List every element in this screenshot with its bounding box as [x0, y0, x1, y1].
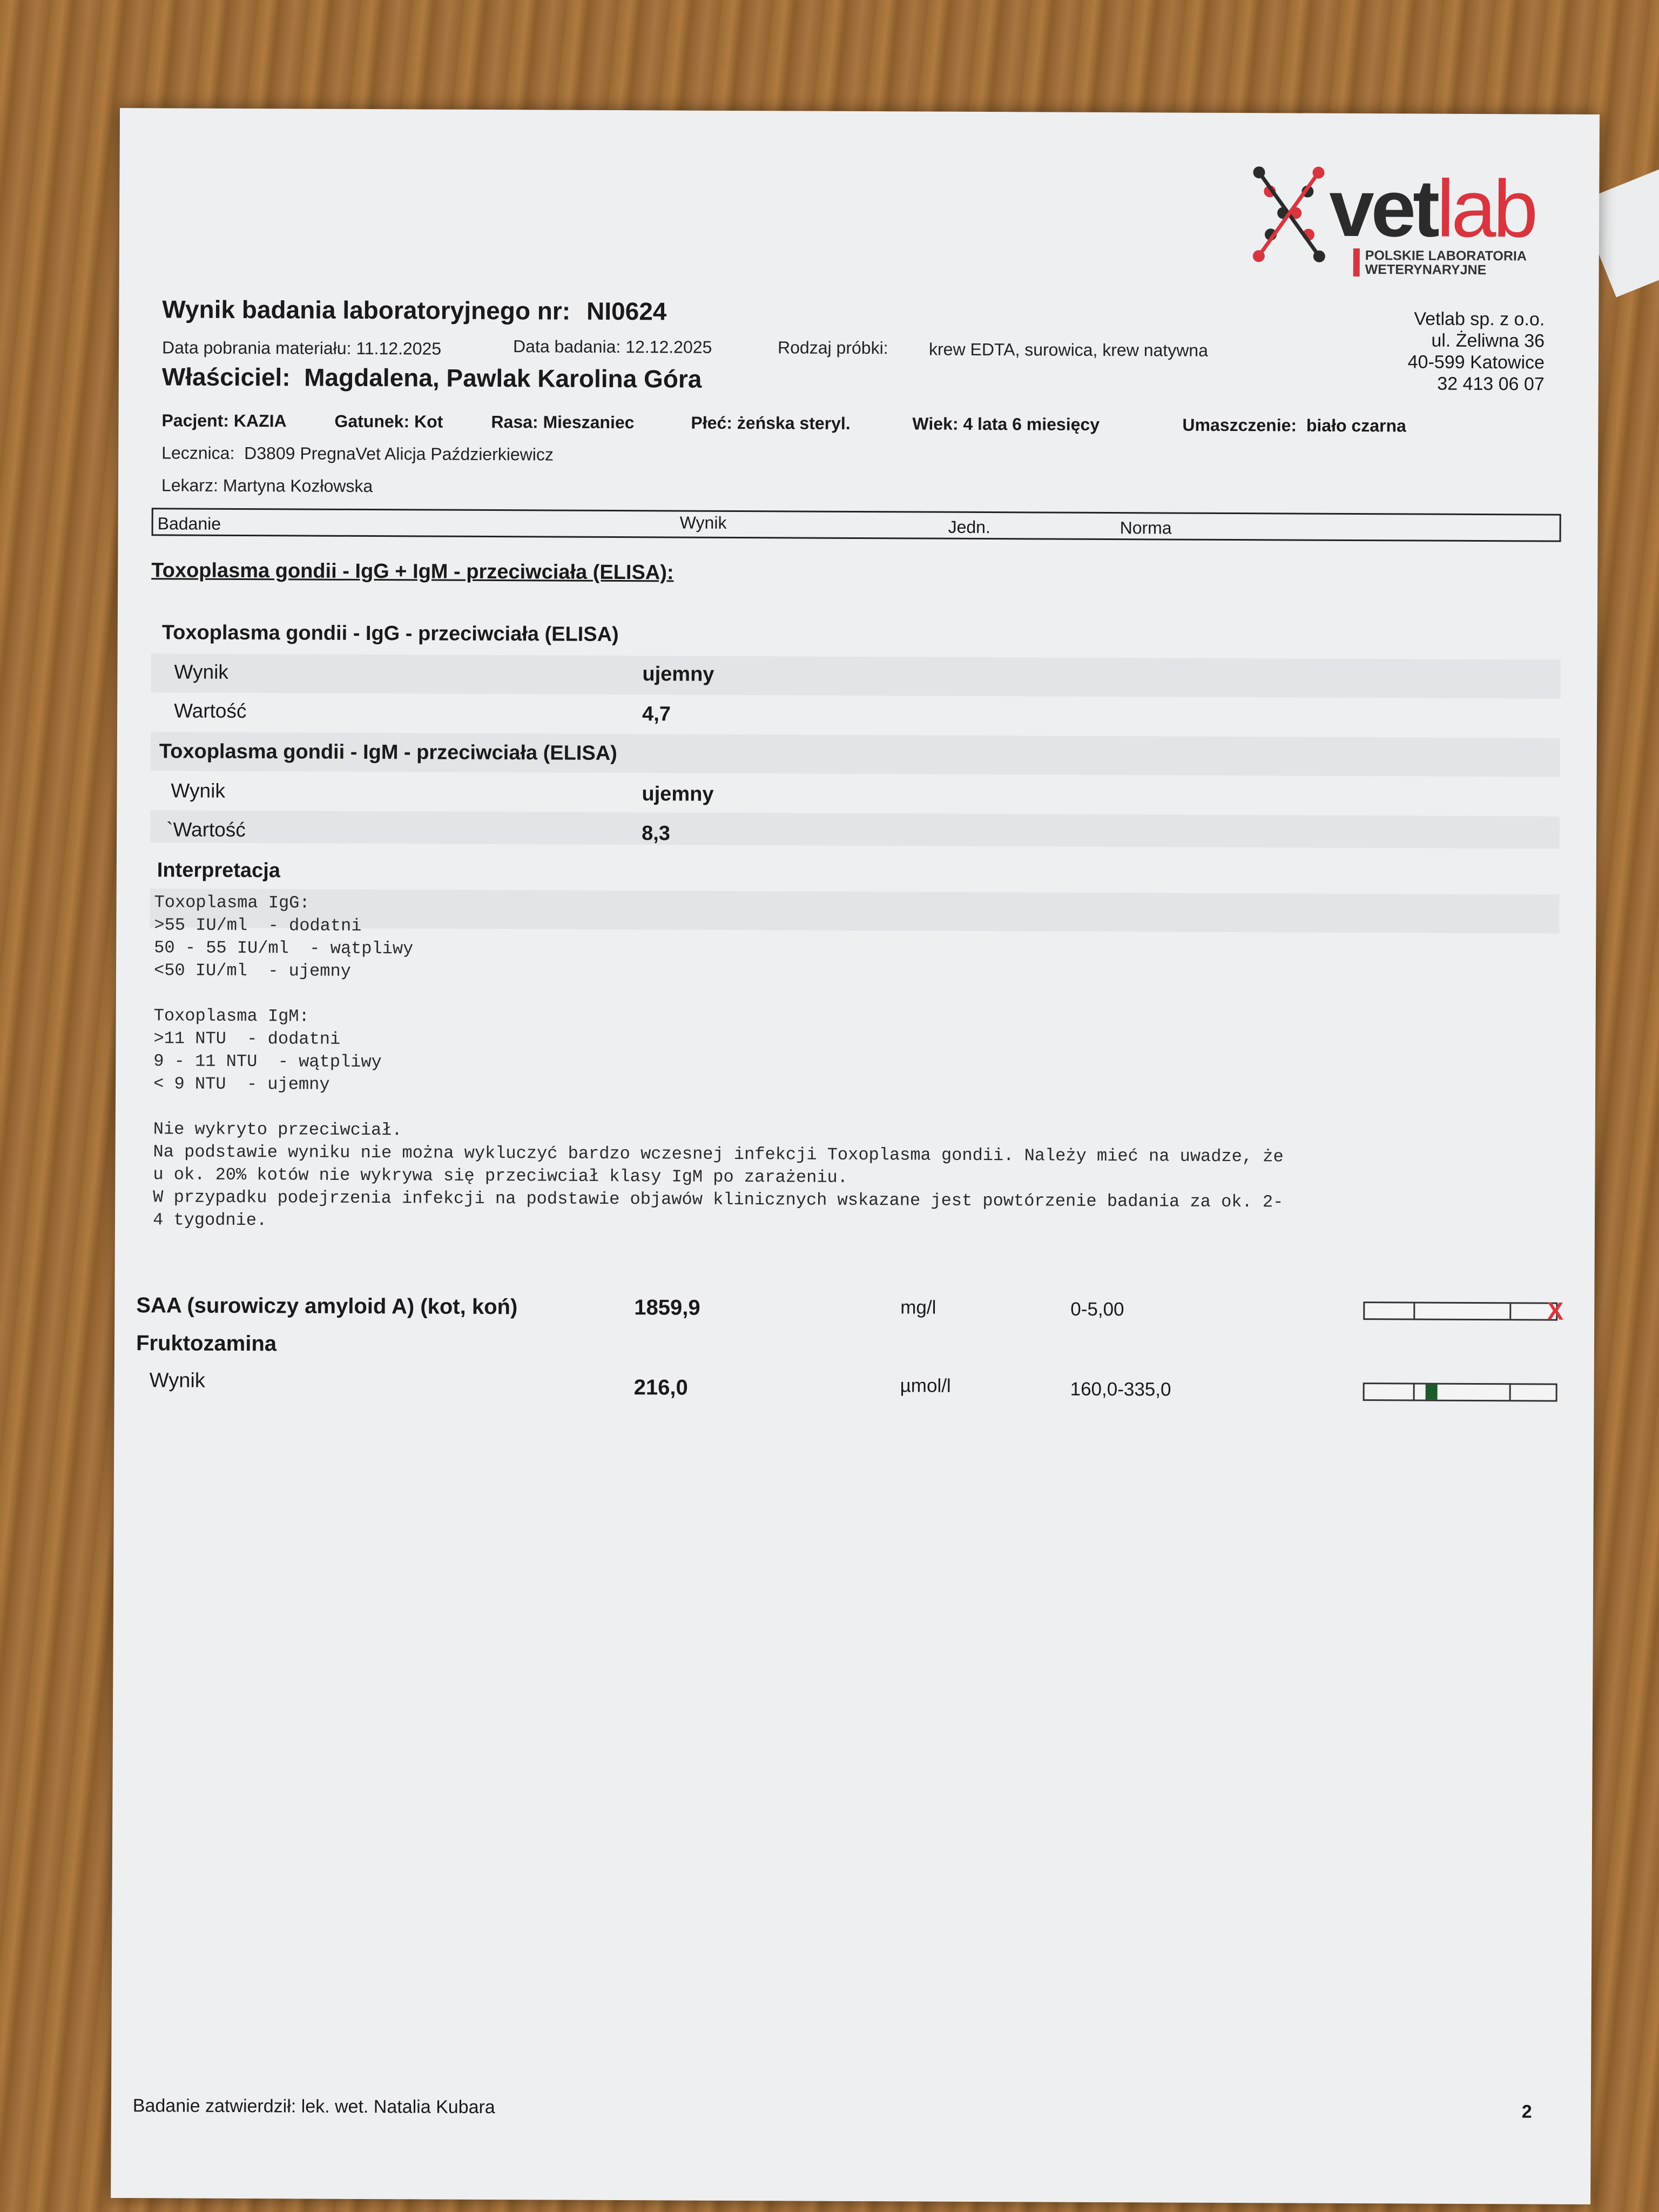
interpretation-line: >11 NTU - dodatni — [153, 1028, 341, 1049]
fructosamine-range-bar — [1363, 1382, 1557, 1402]
interpretation-line: <50 IU/ml - ujemny — [153, 960, 351, 981]
patient-coat: Umaszczenie: biało czarna — [1182, 415, 1406, 436]
igm-title: Toxoplasma gondii - IgM - przeciwciała (ELISA) — [159, 740, 617, 765]
interpretation-line: < 9 NTU - ujemny — [153, 1074, 330, 1095]
interpretation-line: Toxoplasma IgG: — [154, 892, 310, 913]
saa-range-bar — [1363, 1297, 1564, 1325]
logo-wordmark: vetlab — [1328, 162, 1535, 254]
interpretation-line: Toxoplasma IgM: — [153, 1006, 309, 1027]
saa-name: SAA (surowiczy amyloid A) (kot, koń) — [136, 1293, 518, 1319]
interpretation-line: W przypadku podejrzenia infekcji na podstawie objawów klinicznych wskazane jest powtórzenie badania za ok. 2- — [153, 1187, 1284, 1212]
patient-age: Wiek: 4 lata 6 miesięcy — [912, 414, 1100, 434]
row-stripe — [150, 810, 1560, 848]
column-test: Badanie — [157, 514, 221, 534]
igm-value: 8,3 — [642, 822, 671, 845]
patient-sex: Płeć: żeńska steryl. — [691, 413, 851, 433]
interpretation-line: u ok. 20% kotów nie wykrywa się przeciwciał klasy IgM po zarażeniu. — [153, 1164, 848, 1188]
igm-result-label: Wynik — [171, 779, 225, 802]
sample-tested: Data badania: 12.12.2025 — [513, 336, 712, 357]
company-city: 40-599 Katowice — [1407, 352, 1545, 373]
patient-breed: Rasa: Mieszaniec — [491, 412, 635, 433]
fructosamine-title: Fruktozamina — [136, 1331, 277, 1356]
column-result: Wynik — [679, 512, 727, 532]
row-stripe — [151, 653, 1560, 698]
company-street: ul. Żeliwna 36 — [1431, 330, 1545, 352]
logo-subtitle: POLSKIE LABORATORIA WETERYNARYJNE — [1353, 248, 1527, 277]
report-title: Wynik badania laboratoryjnego nr: NI0624 — [162, 295, 667, 326]
patient-species: Gatunek: Kot — [334, 411, 443, 431]
dna-helix-icon — [1248, 161, 1335, 270]
fructosamine-norm: 160,0-335,0 — [1070, 1378, 1171, 1400]
igm-result: ujemny — [642, 783, 714, 806]
toxoplasma-section-title: Toxoplasma gondii - IgG + IgM - przeciwciała (ELISA): — [151, 559, 674, 584]
fructosamine-value: 216,0 — [633, 1375, 688, 1400]
interpretation-line: >55 IU/ml - dodatni — [154, 915, 362, 936]
saa-norm: 0-5,00 — [1070, 1298, 1124, 1320]
company-name: Vetlab sp. z o.o. — [1414, 308, 1545, 330]
igg-result-label: Wynik — [174, 660, 228, 683]
approval-footer: Badanie zatwierdził: lek. wet. Natalia Kubara — [132, 2095, 495, 2118]
igg-result: ujemny — [642, 663, 714, 686]
page-number: 2 — [1521, 2101, 1532, 2122]
report-number: NI0624 — [586, 296, 667, 326]
interpretation-line: Na podstawie wyniku nie można wykluczyć bardzo wczesnej infekcji Toxoplasma gondii. Należy mieć na uwadze, że — [153, 1142, 1284, 1167]
interpretation-line: 9 - 11 NTU - wątpliwy — [153, 1051, 382, 1073]
vetlab-logo — [1248, 156, 1551, 281]
interpretation-line: 4 tygodnie. — [152, 1210, 267, 1231]
saa-unit: mg/l — [900, 1297, 936, 1318]
sample-type-label: Rodzaj próbki: — [777, 338, 888, 358]
owner: Właściciel: Magdalena, Pawlak Karolina Góra — [161, 362, 702, 393]
igg-value: 4,7 — [642, 703, 671, 726]
interpretation-line: 50 - 55 IU/ml - wątpliwy — [154, 938, 414, 959]
lab-report-page — [111, 108, 1600, 2204]
results-table-header — [152, 508, 1561, 542]
column-unit: Jedn. — [948, 517, 990, 537]
saa-out-of-range-flag: X — [1547, 1297, 1564, 1325]
company-phone: 32 413 06 07 — [1437, 373, 1545, 395]
patient-name: Pacjent: KAZIA — [161, 410, 287, 431]
doctor: Lekarz: Martyna Kozłowska — [161, 475, 373, 496]
igm-value-label: `Wartość — [166, 818, 246, 841]
fructosamine-result-label: Wynik — [149, 1369, 205, 1392]
igg-value-label: Wartość — [174, 699, 247, 723]
fructosamine-level-marker — [1426, 1385, 1438, 1400]
interpretation-line: Nie wykryto przeciwciał. — [153, 1119, 402, 1141]
saa-value: 1859,9 — [634, 1296, 700, 1320]
column-norm: Norma — [1120, 518, 1172, 538]
sample-type: krew EDTA, surowica, krew natywna — [928, 339, 1209, 360]
igg-title: Toxoplasma gondii - IgG - przeciwciała (ELISA) — [161, 621, 619, 646]
company-address — [1407, 308, 1545, 395]
sample-collected: Data pobrania materiału: 11.12.2025 — [161, 338, 442, 359]
interpretation-label: Interpretacja — [157, 859, 281, 882]
clinic: Lecznica: D3809 PregnaVet Alicja Paździerkiewicz — [161, 443, 554, 464]
interpretation-text — [153, 891, 1285, 1236]
fructosamine-unit: µmol/l — [900, 1375, 951, 1397]
